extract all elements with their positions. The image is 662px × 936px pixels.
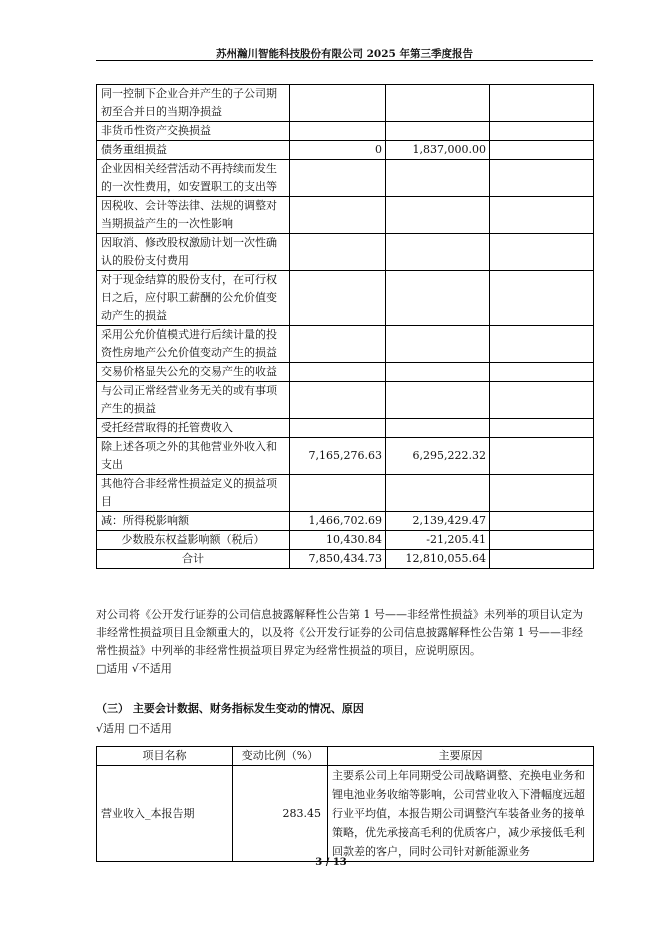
current-period-cell (290, 326, 386, 363)
item-cell: 少数股东权益影响额（税后） (97, 531, 290, 550)
table-row (97, 766, 594, 862)
note-cell (490, 550, 594, 569)
table-row (97, 141, 594, 160)
header-rule (96, 60, 593, 61)
note-cell (490, 419, 594, 438)
note-cell (490, 512, 594, 531)
item-cell: 其他符合非经常性损益定义的损益项目 (97, 475, 290, 512)
current-period-cell: 0 (290, 141, 386, 160)
ytd-cell (386, 234, 490, 271)
table-row (97, 438, 594, 475)
item-cell: 同一控制下企业合并产生的子公司期初至合并日的当期净损益 (97, 85, 290, 122)
note-cell (490, 141, 594, 160)
current-period-cell (290, 419, 386, 438)
table-row (97, 363, 594, 382)
table-row (97, 85, 594, 122)
current-period-cell: 7,850,434.73 (290, 550, 386, 569)
current-period-cell: 1,466,702.69 (290, 512, 386, 531)
table-row (97, 382, 594, 419)
item-cell: 企业因相关经营活动不再持续而发生的一次性费用，如安置职工的支出等 (97, 160, 290, 197)
item-cell: 减：所得税影响额 (97, 512, 290, 531)
header-main-reason: 主要原因 (328, 747, 594, 766)
ytd-cell (386, 419, 490, 438)
note-cell (490, 438, 594, 475)
ytd-cell (386, 363, 490, 382)
ytd-cell (386, 326, 490, 363)
table-row (97, 326, 594, 363)
note-cell (490, 85, 594, 122)
ytd-cell (386, 122, 490, 141)
table-row (97, 475, 594, 512)
current-period-cell: 7,165,276.63 (290, 438, 386, 475)
table-row (97, 419, 594, 438)
ytd-cell (386, 271, 490, 326)
table-header-row (97, 747, 594, 766)
table-row (97, 512, 594, 531)
current-period-cell (290, 271, 386, 326)
current-period-cell (290, 122, 386, 141)
current-period-cell (290, 234, 386, 271)
table-row (97, 197, 594, 234)
note-cell (490, 197, 594, 234)
change-reasons-table (96, 746, 594, 862)
ytd-cell (386, 160, 490, 197)
current-period-cell (290, 475, 386, 512)
item-cell: 对于现金结算的股份支付，在可行权日之后，应付职工薪酬的公允价值变动产生的损益 (97, 271, 290, 326)
current-period-cell (290, 382, 386, 419)
note-cell (490, 271, 594, 326)
note-applicability: □适用 √不适用 (96, 662, 172, 675)
current-period-cell (290, 160, 386, 197)
item-cell: 交易价格显失公允的交易产生的收益 (97, 363, 290, 382)
section-title: （三） 主要会计数据、财务指标发生变动的情况、原因 (96, 702, 364, 715)
item-cell: 因税收、会计等法律、法规的调整对当期损益产生的一次性影响 (97, 197, 290, 234)
note-cell (490, 160, 594, 197)
item-cell: 债务重组损益 (97, 141, 290, 160)
note-cell (490, 475, 594, 512)
ytd-cell: 1,837,000.00 (386, 141, 490, 160)
item-cell: 与公司正常经营业务无关的或有事项产生的损益 (97, 382, 290, 419)
item-cell: 因取消、修改股权激励计划一次性确认的股份支付费用 (97, 234, 290, 271)
section-applicability: √适用 □不适用 (96, 722, 172, 735)
ytd-cell: -21,205.41 (386, 531, 490, 550)
current-period-cell: 10,430.84 (290, 531, 386, 550)
page-header: 苏州瀚川智能科技股份有限公司 2025 年第三季度报告 (215, 48, 474, 60)
item-cell: 受托经营取得的托管费收入 (97, 419, 290, 438)
ytd-cell: 2,139,429.47 (386, 512, 490, 531)
ytd-cell (386, 85, 490, 122)
note-cell (490, 234, 594, 271)
note-cell (490, 382, 594, 419)
note-cell (490, 122, 594, 141)
table-row (97, 271, 594, 326)
header-change-ratio: 变动比例（%） (233, 747, 328, 766)
table-row (97, 531, 594, 550)
table-row-total (97, 550, 594, 569)
ytd-cell: 12,810,055.64 (386, 550, 490, 569)
ytd-cell: 6,295,222.32 (386, 438, 490, 475)
table-row (97, 122, 594, 141)
item-cell: 采用公允价值模式进行后续计量的投资性房地产公允价值变动产生的损益 (97, 326, 290, 363)
current-period-cell (290, 85, 386, 122)
reason-cell: 主要系公司上年同期受公司战略调整、充换电业务和锂电池业务收缩等影响，公司营业收入下滑幅度远超行业平均值，本报告期公司调整汽车装备业务的接单策略，优先承接高毛利的优质客户，减少承接低毛利回款差的客户，同时公司针对新能源业务 (328, 766, 594, 862)
ytd-cell (386, 475, 490, 512)
table-row (97, 160, 594, 197)
page-number: 3 / 13 (315, 857, 347, 868)
note-cell (490, 531, 594, 550)
explanation-note (96, 606, 593, 678)
item-cell: 除上述各项之外的其他营业外收入和支出 (97, 438, 290, 475)
current-period-cell (290, 363, 386, 382)
note-paragraph: 对公司将《公开发行证券的公司信息披露解释性公告第 1 号——非经常性损益》未列举的项目认定为非经常性损益项目且金额重大的，以及将《公开发行证券的公司信息披露解释性公告第 1 号——非经常性损益》中列举的非经常性损益项目界定为经常性损益的项目，应说明原因。 (96, 608, 583, 657)
note-cell (490, 363, 594, 382)
current-period-cell (290, 197, 386, 234)
ytd-cell (386, 382, 490, 419)
ytd-cell (386, 197, 490, 234)
header-item-name: 项目名称 (97, 747, 233, 766)
table-row (97, 234, 594, 271)
non-recurring-items-table (96, 84, 594, 569)
item-name-cell: 营业收入_本报告期 (97, 766, 233, 862)
total-label-cell: 合计 (97, 550, 290, 569)
item-cell: 非货币性资产交换损益 (97, 122, 290, 141)
note-cell (490, 326, 594, 363)
change-ratio-cell: 283.45 (233, 766, 328, 862)
